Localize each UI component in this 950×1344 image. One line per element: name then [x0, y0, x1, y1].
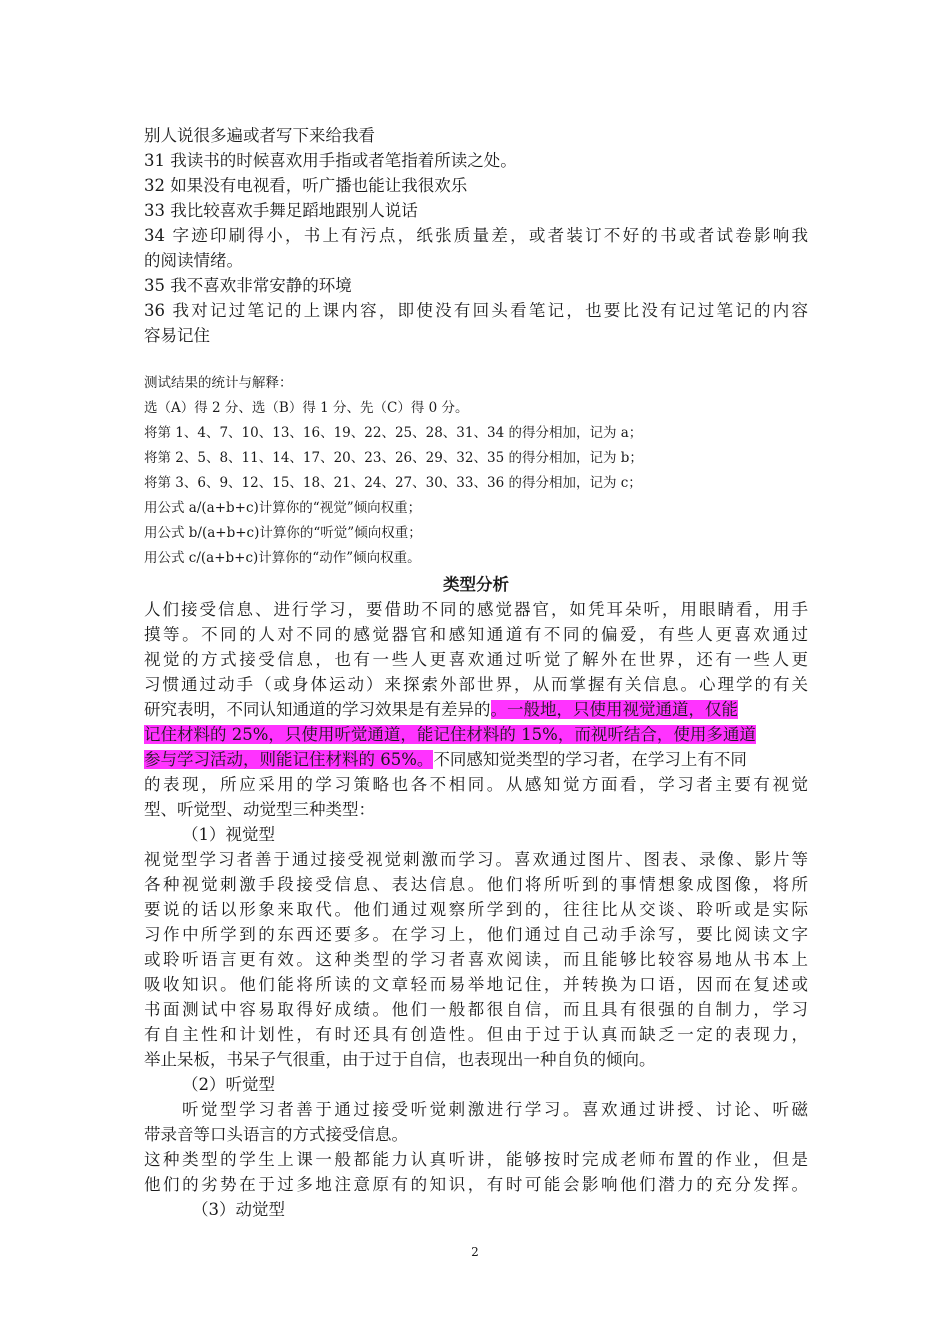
visual-line: 举止呆板，书呆子气很重，由于过于自信，也表现出一种自负的倾向。 — [144, 1050, 656, 1069]
highlighted-text: 记住材料的 25%，只使用听觉通道，能记住材料的 15%，而视听结合，使用多通道 — [144, 725, 756, 744]
auditory-line: 听觉型学习者善于通过接受听觉刺激进行学习。喜欢通过讲授、讨论、听磁 — [182, 1100, 808, 1119]
visual-line: 习作中所学到的东西还要多。在学习上，他们通过自己动手涂写，要比阅读文字 — [144, 925, 808, 944]
visual-line: 或聆听语言更有效。这种类型的学习者喜欢阅读，而且能够比较容易地从书本上 — [144, 950, 808, 969]
intro-line — [144, 747, 808, 772]
scoring-line: 用公式 b/(a+b+c)计算你的“听觉”倾向权重； — [144, 525, 422, 541]
visual-line: 有自主性和计划性，有时还具有创造性。但由于过于认真而缺乏一定的表现力， — [144, 1025, 808, 1044]
intro-line: 视觉的方式接受信息，也有一些人更喜欢通过听觉了解外在世界，还有一些人更 — [144, 650, 808, 669]
page-number: 2 — [471, 1245, 479, 1259]
intro-line: 习惯通过动手（或身体运动）来探索外部世界，从而掌握有关信息。心理学的有关 — [144, 675, 808, 694]
visual-heading: （1）视觉型 — [182, 825, 275, 844]
highlighted-text: 参与学习活动，则能记住材料的 65%。 — [144, 750, 434, 769]
intro-line: 型、听觉型、动觉型三种类型： — [144, 800, 375, 819]
scoring-line: 用公式 c/(a+b+c)计算你的“动作”倾向权重。 — [144, 550, 421, 566]
question-line: 别人说很多遍或者写下来给我看 — [144, 126, 375, 145]
intro-line — [144, 697, 808, 722]
visual-line: 书面测试中容易取得好成绩。他们一般都很自信，而且具有很强的自制力，学习 — [144, 1000, 808, 1019]
scoring-line: 将第 3、6、9、12、15、18、21、24、27、30、33、36 的得分相加，记为 c； — [144, 475, 642, 491]
scoring-line: 将第 1、4、7、10、13、16、19、22、25、28、31、34 的得分相加，记为 a； — [144, 425, 643, 441]
intro-line: 摸等。不同的人对不同的感觉器官和感知通道有不同的偏爱，有些人更喜欢通过 — [144, 625, 808, 644]
auditory-line: 他们的劣势在于过多地注意原有的知识，有时可能会影响他们潜力的充分发挥。 — [144, 1175, 808, 1194]
intro-text: 不同感知觉类型的学习者，在学习上有不同 — [433, 750, 747, 769]
question-line: 34 字迹印刷得小，书上有污点，纸张质量差，或者装订不好的书或者试卷影响我 — [144, 226, 808, 245]
scoring-line: 选（A）得 2 分、选（B）得 1 分、先（C）得 0 分。 — [144, 400, 469, 416]
section-title: 类型分析 — [443, 575, 509, 594]
question-line: 32 如果没有电视看，听广播也能让我很欢乐 — [144, 176, 468, 195]
visual-line: 各种视觉刺激手段接受信息、表达信息。他们将所听到的事情想象成图像，将所 — [144, 875, 808, 894]
question-line: 的阅读情绪。 — [144, 251, 243, 270]
intro-line — [144, 722, 808, 747]
visual-line: 吸收知识。他们能将所读的文章轻而易举地记住，并转换为口语，因而在复述或 — [144, 975, 808, 994]
intro-text: 研究表明，不同认知通道的学习效果是有差异的 — [144, 700, 491, 719]
question-line: 33 我比较喜欢手舞足蹈地跟别人说话 — [144, 201, 418, 220]
auditory-line: 带录音等口头语言的方式接受信息。 — [144, 1125, 408, 1144]
analysis-section — [144, 572, 808, 1222]
visual-line: 要说的话以形象来取代。他们通过观察所学到的，往往比从交谈、聆听或是实际 — [144, 900, 808, 919]
questions-block — [144, 123, 808, 348]
question-line: 35 我不喜欢非常安静的环境 — [144, 276, 352, 295]
kinesthetic-heading: （3）动觉型 — [192, 1200, 285, 1219]
intro-line: 人们接受信息、进行学习，要借助不同的感觉器官，如凭耳朵听，用眼睛看，用手 — [144, 600, 808, 619]
question-line: 容易记住 — [144, 326, 210, 345]
auditory-line: 这种类型的学生上课一般都能力认真听讲，能够按时完成老师布置的作业，但是 — [144, 1150, 808, 1169]
scoring-line: 将第 2、5、8、11、14、17、20、23、26、29、32、35 的得分相加，记为 b； — [144, 450, 643, 466]
intro-line: 的表现，所应采用的学习策略也各不相同。从感知觉方面看，学习者主要有视觉 — [144, 775, 808, 794]
scoring-block — [144, 371, 808, 571]
question-line: 36 我对记过笔记的上课内容，即使没有回头看笔记，也要比没有记过笔记的内容 — [144, 301, 808, 320]
scoring-line: 测试结果的统计与解释： — [144, 375, 293, 391]
scoring-line: 用公式 a/(a+b+c)计算你的“视觉”倾向权重； — [144, 500, 422, 516]
visual-line: 视觉型学习者善于通过接受视觉刺激而学习。喜欢通过图片、图表、录像、影片等 — [144, 850, 808, 869]
highlighted-text: 。一般地，只使用视觉通道，仅能 — [490, 700, 738, 719]
auditory-heading: （2）听觉型 — [182, 1075, 275, 1094]
question-line: 31 我读书的时候喜欢用手指或者笔指着所读之处。 — [144, 151, 517, 170]
